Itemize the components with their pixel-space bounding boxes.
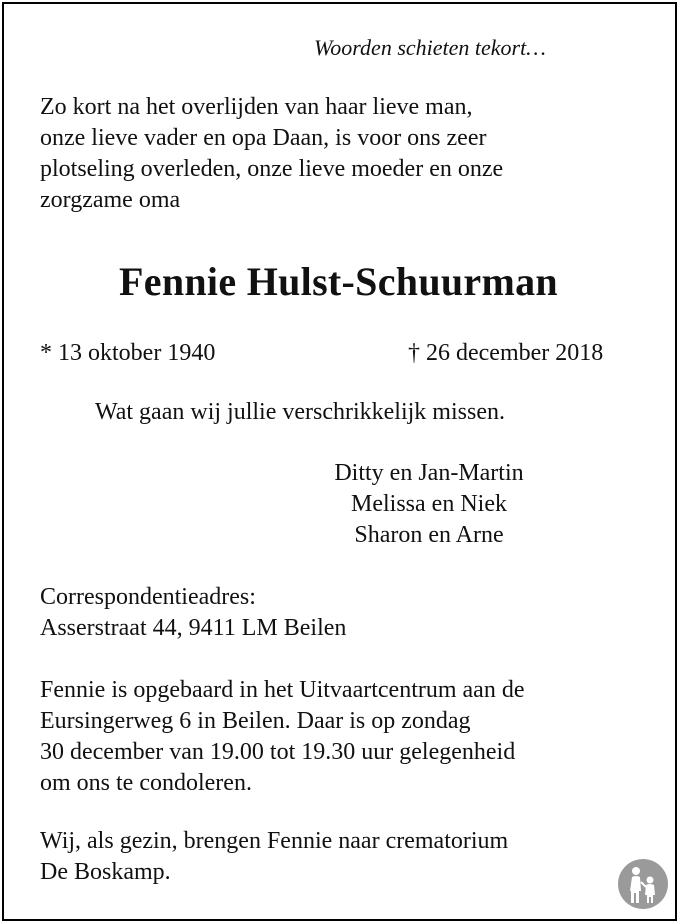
family-member: Sharon en Arne (354, 522, 504, 548)
funeral-line: om ons te condoleren. (40, 770, 252, 796)
farewell-message: Wat gaan wij jullie verschrikkelijk missen. (95, 399, 505, 425)
family-member: Melissa en Niek (351, 491, 507, 517)
intro-line: Zo kort na het overlijden van haar lieve man, (40, 94, 473, 120)
motto: Woorden schieten tekort… (314, 35, 546, 60)
death-date: † 26 december 2018 (408, 340, 604, 366)
intro-line: plotseling overleden, onze lieve moeder en onze (40, 156, 504, 182)
memorial-figures-logo-icon (617, 858, 669, 910)
intro-line: onze lieve vader en opa Daan, is voor ons zeer (40, 125, 487, 151)
correspondence-address: Asserstraat 44, 9411 LM Beilen (40, 615, 347, 641)
correspondence-block (40, 582, 346, 644)
cremation-line: Wij, als gezin, brengen Fennie naar crematorium (40, 828, 509, 854)
cremation-paragraph (40, 826, 508, 888)
cremation-line: De Boskamp. (40, 859, 171, 885)
correspondence-label: Correspondentieadres: (40, 584, 256, 610)
funeral-paragraph (40, 675, 525, 799)
funeral-line: Fennie is opgebaard in het Uitvaartcentrum aan de (40, 677, 525, 703)
funeral-line: Eursingerweg 6 in Beilen. Daar is op zondag (40, 708, 471, 734)
intro-line: zorgzame oma (40, 187, 181, 213)
birth-date: * 13 oktober 1940 (40, 340, 216, 366)
family-member: Ditty en Jan-Martin (334, 460, 524, 486)
intro-paragraph (40, 92, 503, 216)
deceased-name: Fennie Hulst-Schuurman (119, 259, 558, 304)
family-list (300, 458, 558, 551)
funeral-line: 30 december van 19.00 tot 19.30 uur gelegenheid (40, 739, 516, 765)
